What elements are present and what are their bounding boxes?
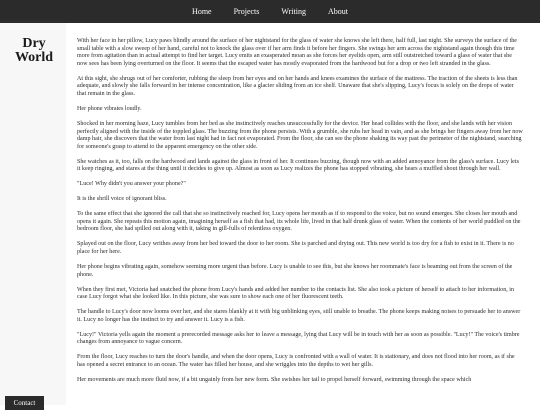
story-paragraph: "Lucy!" Victoria yells again the moment a prerecorded message asks her to leave a message, lying that Lucy will be in touch with her as soon as possible. "Lucy!" The voice's timbre changes from annoyance to vague concern. xyxy=(77,331,520,346)
story-paragraph: Her phone vibrates loudly. xyxy=(77,105,142,112)
story-paragraph: To the same effect that she ignored the call that she so instinctively reached for, Lucy opens her mouth as if to respond to the voice, but no sound emerges. She closes her mouth and opens it again. She repeats this motion again, imagining herself as a fish that had, its whole life, lived in that half drunk glass of water. When the contents of her world puddled on the bedroom floor, she had spilled out along with it, taking in gill-fulls of relentless oxygen. xyxy=(77,211,521,233)
story-title xyxy=(6,37,62,65)
story-paragraph: She watches as it, too, falls on the hardwood and lands against the glass in front of her. It continues buzzing, though now with an added annoyance from the glass's surface. Lucy lets it keep ringing, and stares at the thing until it decides to give up. Almost as soon as Lucy realizes the phone has stopped vibrating, she hears a muffled shout through her wall. xyxy=(77,158,519,173)
page-scrollbar[interactable] xyxy=(536,23,540,405)
story-paragraph: "Luce! Why didn't you answer your phone?" xyxy=(77,181,186,188)
story-paragraph: When they first met, Victoria had snatched the phone from Lucy's hands and added her number to the contacts list. She also took a picture of herself to attach to her information, in case Lucy forgot what she looked like. In this picture, she was sure to show each one of her fluorescent teeth. xyxy=(77,286,515,301)
nav-about[interactable]: About xyxy=(327,7,348,16)
nav-home[interactable]: Home xyxy=(192,7,212,16)
story-content xyxy=(77,23,523,405)
contact-button[interactable]: Contact xyxy=(5,396,44,410)
story-paragraph: The handle to Lucy's door now looms over her, and she stares blankly at it with big unblinking eyes, still unable to breathe. The phone keeps making noises to persuade her to answer it. Lucy no longer has the instinct to try and answer it. Lucy is a fish. xyxy=(77,309,521,323)
story-paragraph: It is the shrill voice of ignorant bliss. xyxy=(77,196,167,203)
story-title-line1: Dry xyxy=(22,36,46,51)
sidebar xyxy=(0,23,66,405)
nav-projects[interactable]: Projects xyxy=(233,7,260,16)
nav-writing[interactable]: Writing xyxy=(281,7,306,16)
top-navigation xyxy=(0,0,540,23)
story-title-line2: World xyxy=(14,50,54,65)
story-paragraph: Her phone begins vibrating again, somehow seeming more urgent than before. Lucy is unable to see this, but she knows her roommate's face is beaming out from the screen of the phone. xyxy=(77,263,513,278)
story-paragraph: From the floor, Lucy reaches to turn the door's handle, and when the door opens, Lucy is confronted with a wall of water. It is stationary, and does not flood into her room, as if she has opened a secret entrance to an ocean. The water has filled her house, and she wriggles into the depths to wet her gills. xyxy=(77,354,515,368)
story-paragraph: At this sight, she shrugs out of her comforter, rubbing the sleep from her eyes and on her hands and knees examines the surface of the mattress. The traction of the sheets is less than adequate, and slowly she falls forward in her intense concentration, like a glacier sliding from an ice shelf. Unaware that she's slipping, Lucy's focus is solely on the drops of water that remain in the glass. xyxy=(77,75,518,97)
story-paragraph: With her face in her pillow, Lucy paws blindly around the surface of her nightstand for the glass of water she knows she left there, half full, last night. She surveys the surface of the small table with a slow sweep of her hand, careful not to knock the glass over if her arm finds it before her fingers. She swings her arm across the nightstand again though this time more from agitation than in actual attempt to find her target. Lucy emits an exasperated moan as she forces her eyelids open, arm still outstretched toward a glass of water that she now sees has been lying overturned on the floor. It seems that the escaped water has mostly evaporated from the hardwood but for a drop or two left stranded in the glass. xyxy=(77,38,518,67)
story-paragraph: Splayed out on the floor, Lucy writhes away from her bed toward the door to her room. She is parched and drying out. This new world is too dry for a fish to exist in it. There is no place for her here. xyxy=(77,241,514,255)
story-paragraph: Her movements are much more fluid now, if a bit ungainly from her new form. She swishes her tail to propel herself forward, swimming through the space which xyxy=(77,376,472,383)
story-paragraph: Shocked in her morning haze, Lucy tumbles from her bed as she instinctively reaches unsuccessfully for the device. Her head collides with the floor, and she lands with her vision perfectly aligned with the inside of the toppled glass. The buzzing from the phone persists. With a grumble, she rubs her head in vain, and as she brings her fingers away from her now damp hair, she discovers that the water from last night had in fact not evaporated. From the floor, she can see the phone shaking its way past the perimeter of the nightstand, searching for someone's grasp to attend to the apparent emergency on the other side. xyxy=(77,120,523,150)
